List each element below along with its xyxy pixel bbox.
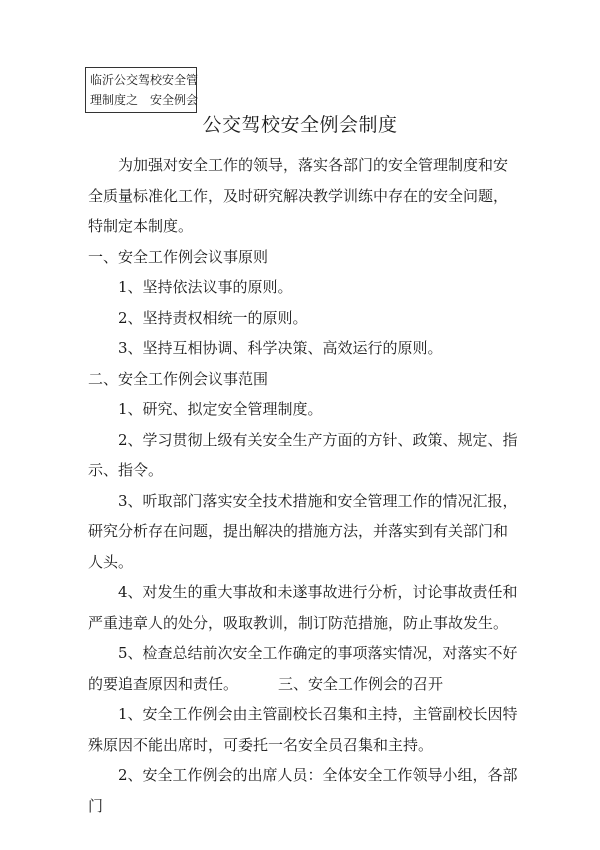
section-1-item-2: 2、坚持责权相统一的原则。 [118,308,308,327]
section-2-item-5 [88,638,518,699]
section-3-item-1: 1、安全工作例会由主管副校长召集和主持，主管副校长因特殊原因不能出席时，可委托一名安全员召集和主持。 [88,705,518,754]
section-2-item-4: 4、对发生的重大事故和未遂事故进行分析，讨论事故责任和严重违章人的处分，吸取教训，制订防范措施，防止事故发生。 [88,583,518,632]
document-body [88,150,518,821]
section-2-item-1: 1、研究、拟定安全管理制度。 [118,400,323,418]
section-2-item-5-text: 5、检查总结前次安全工作确定的事项落实情况，对落实不好的要追查原因和责任。 [88,644,518,693]
document-title: 公交驾校安全例会制度 [202,114,398,136]
section-1-item-1: 1、坚持依法议事的原则。 [118,278,293,296]
section-1-heading: 一、安全工作例会议事原则 [88,247,269,266]
section-2-heading: 二、安全工作例会议事范围 [88,369,269,388]
section-3-item-2: 2、安全工作例会的出席人员：全体安全工作领导小组，各部门 [88,766,518,815]
section-2-item-3: 3、听取部门落实安全技术措施和安全管理工作的情况汇报，研究分析存在问题，提出解决的措施方法，并落实到有关部门和人头。 [88,491,518,571]
section-2-item-2: 2、学习贯彻上级有关安全生产方面的方针、政策、规定、指示、指令。 [88,430,518,479]
intro-paragraph: 为加强对安全工作的领导，落实各部门的安全管理制度和安全质量标准化工作，及时研究解决教学训练中存在的安全问题，特制定本制度。 [88,156,509,235]
section-3-heading: 三、安全工作例会的召开 [278,674,444,693]
section-1-item-3: 3、坚持互相协调、科学决策、高效运行的原则。 [118,339,443,357]
label-line-2: 理制度之 安全例会 [90,93,199,107]
document-label-box [85,67,197,113]
label-line-1: 临沂公交驾校安全管 [90,73,199,87]
